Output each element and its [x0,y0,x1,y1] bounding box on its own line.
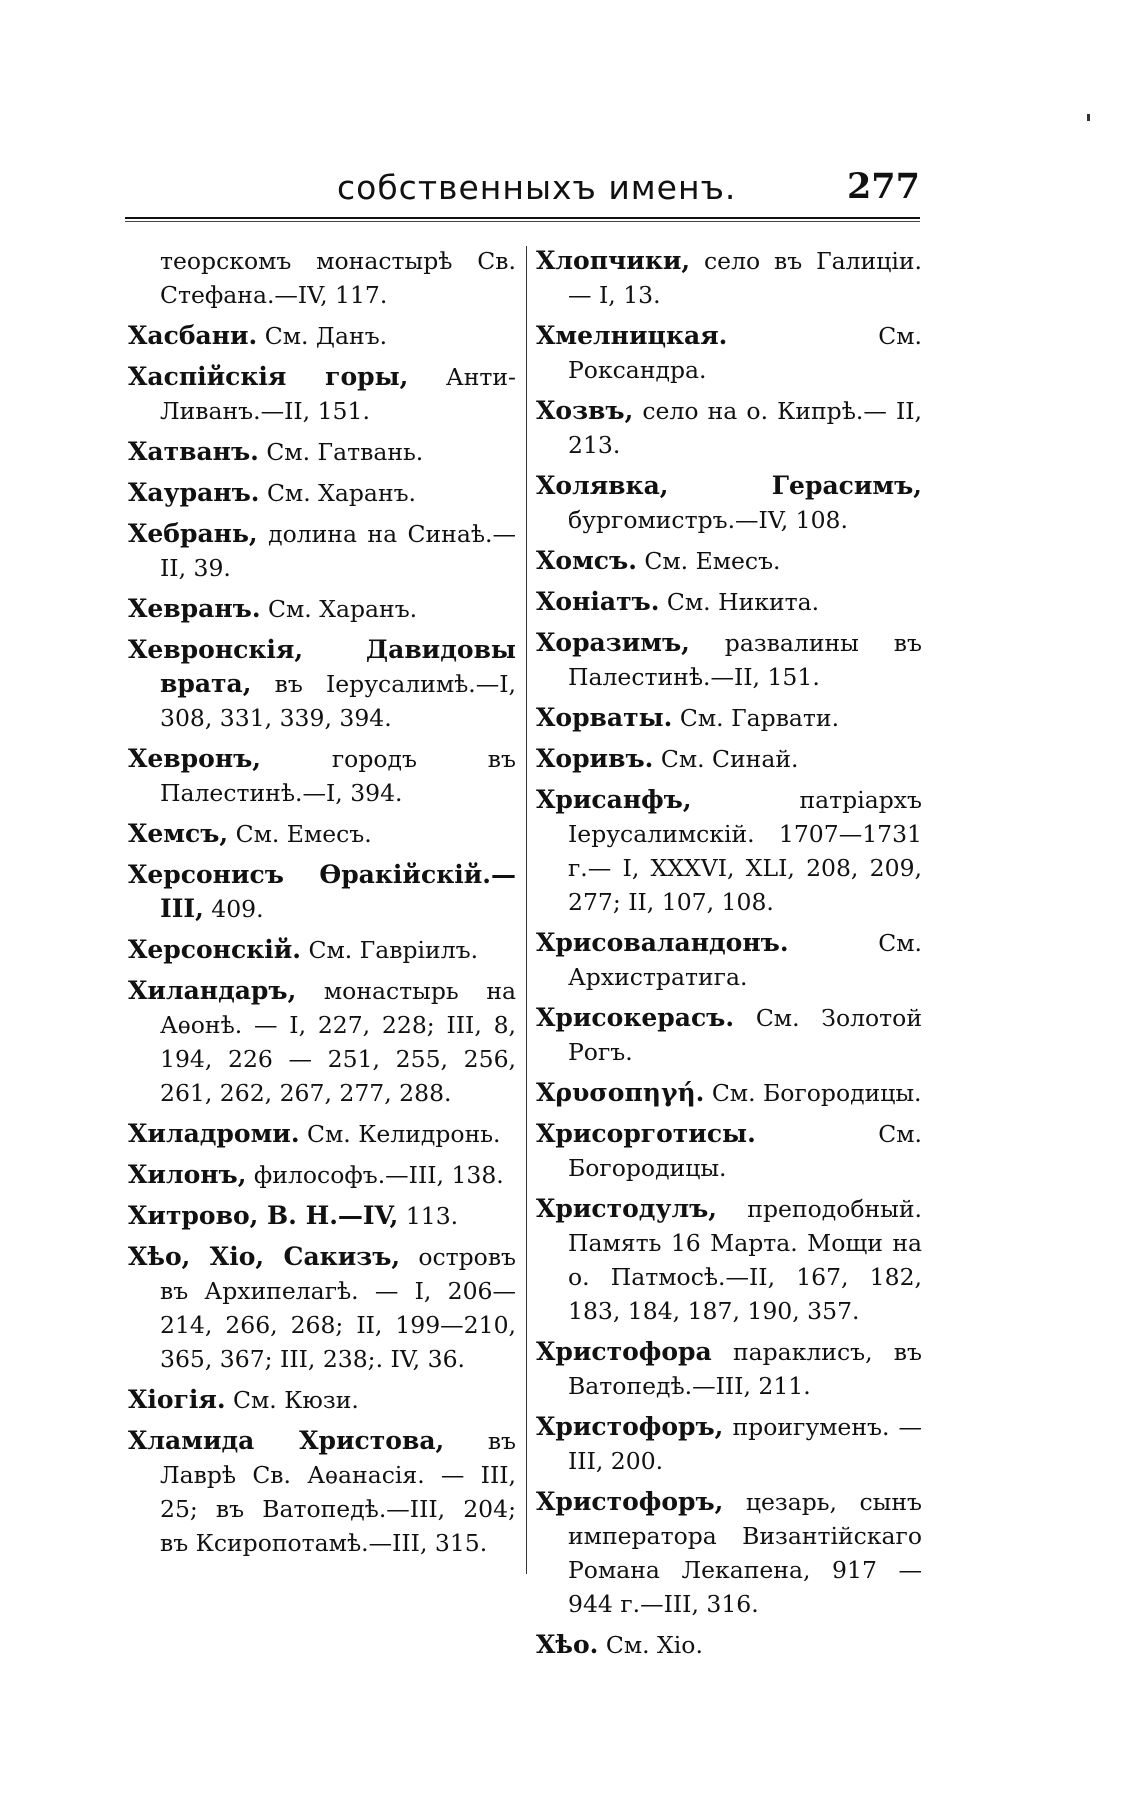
entry-headword: Хѣо. [536,1630,599,1659]
index-entry [536,394,922,462]
entry-text: См. Емесъ. [644,547,781,575]
entry-text: См. Келидронь. [307,1120,501,1148]
entry-text: островъ въ Архипелагѣ. — I, 206—214, 266, 268; II, 199—210, 365, 367; III, 238;. IV, 36. [160,1243,516,1373]
entry-text: преподобный. Память 16 Марта. Мощи на о. Патмосѣ.—II, 167, 182, 183, 184, 187, 190, 357. [568,1195,922,1325]
index-entry [536,926,922,994]
entry-headword: Хевронскія, Давидовы врата, [128,635,516,698]
entry-headword: Христофоръ, [536,1487,724,1516]
index-entry [128,817,516,851]
entry-text: См. Хіо. [605,1631,703,1659]
index-entry [536,1192,922,1328]
index-entry [128,633,516,735]
entry-headword: Хилонъ, [128,1160,247,1189]
index-entry [128,435,516,469]
entry-text: проигуменъ. — III, 200. [568,1413,922,1475]
entry-text: См. Харанъ. [268,595,418,623]
index-entry [536,742,922,776]
entry-headword: Хитрово, В. Н.—IV, [128,1201,399,1230]
index-entry [128,933,516,967]
entry-headword: Χρυσοπηγή. [536,1078,705,1107]
index-entry [536,1485,922,1621]
entry-headword: Хозвъ, [536,396,634,425]
entry-headword: Хѣо, Хіо, Сакизъ, [128,1242,401,1271]
entry-text: долина на Синаѣ.—II, 39. [160,520,516,582]
entry-text: См. Архистратига. [568,929,922,991]
entry-headword: Хиландаръ, [128,976,297,1005]
index-entry [536,1628,922,1662]
entry-headword: Хасбани. [128,321,258,350]
index-entry [128,517,516,585]
index-entry [536,1001,922,1069]
entry-headword: Христофоръ, [536,1412,724,1441]
index-entry [536,1335,922,1403]
entry-text: развалины въ Палестинѣ.—II, 151. [568,629,922,691]
entry-headword: Хламида Христова, [128,1426,445,1455]
index-entry [128,1117,516,1151]
index-entry [536,783,922,919]
entry-text: См. Харанъ. [266,479,417,507]
entry-headword: Херсонисъ Ѳракійскій.—III, [128,860,516,923]
entry-text: 113. [405,1202,459,1230]
entry-headword: Хаспійскія горы, [128,362,409,391]
index-entry [536,244,922,312]
page-number: 277 [846,166,920,207]
index-entry [536,701,922,735]
header-rule-thin [125,221,920,222]
column-divider [526,246,527,1574]
entry-headword: Хмелницкая. [536,321,728,350]
entry-headword: Хомсъ. [536,546,637,575]
header-title: собственныхъ именъ. [337,168,737,207]
entry-text: См. Данъ. [264,322,388,350]
entry-text: цезарь, сынъ императора Византійскаго Романа Лекапена, 917 — 944 г.—III, 316. [568,1488,922,1618]
index-entry [128,858,516,926]
index-entry [128,1424,516,1560]
corner-mark [1087,114,1090,121]
entry-headword: Хорваты. [536,703,673,732]
index-entry [536,469,922,537]
entry-text: См. Гатвань. [266,438,424,466]
entry-text: село въ Галиціи.— I, 13. [568,247,922,309]
entry-headword: Хіогія. [128,1385,226,1414]
index-entry [536,1117,922,1185]
entry-text: См. Гарвати. [679,704,840,732]
index-entry [536,319,922,387]
index-entry [536,544,922,578]
entry-headword: Хебрань, [128,519,258,548]
left-column [128,244,516,1567]
entry-headword: Хевронъ, [128,744,262,773]
index-entry [128,360,516,428]
index-entry [128,974,516,1110]
entry-headword: Хоразимъ, [536,628,690,657]
entry-text: въ Лаврѣ Св. Аѳанасія. — III, 25; въ Ватопедѣ.—III, 204; въ Ксиропотамѣ.—III, 315. [160,1427,516,1557]
index-entry [128,1199,516,1233]
entry-text: 409. [211,895,264,923]
index-entry [128,592,516,626]
index-entry [536,585,922,619]
entry-text: параклисъ, въ Ватопедѣ.—III, 211. [568,1338,922,1400]
index-entry [128,476,516,510]
entry-headword: Хевранъ. [128,594,261,623]
entry-headword: Хрисокерасъ. [536,1003,735,1032]
index-entry [128,1383,516,1417]
entry-headword: Хоніатъ. [536,587,660,616]
entry-text: См. Емесъ. [235,820,372,848]
entry-text: городъ въ Палестинѣ.—I, 394. [160,745,516,807]
index-entry [128,1240,516,1376]
entry-headword: Хлопчики, [536,246,691,275]
entry-text: патріархъ Іерусалимскій. 1707—1731 г.— I, XXXVI, XLI, 208, 209, 277; II, 107, 108. [568,786,922,916]
entry-text: бургомистръ.—IV, 108. [568,506,848,534]
entry-headword: Христофора [536,1337,712,1366]
entry-headword: Христодулъ, [536,1194,717,1223]
entry-text: Анти-Ливанъ.—II, 151. [160,363,516,425]
index-entry [128,319,516,353]
entry-headword: Хатванъ. [128,437,259,466]
entry-text: философъ.—III, 138. [253,1161,504,1189]
header-rule [125,217,920,219]
index-entry [536,1410,922,1478]
entry-text: село на о. Кипрѣ.— II, 213. [568,397,922,459]
entry-text: См. Гавріилъ. [308,936,479,964]
entry-text: См. Богородицы. [711,1079,922,1107]
right-column [536,244,922,1669]
index-entry [536,1076,922,1110]
index-entry [128,244,516,312]
entry-text: См. Золотой Рогъ. [568,1004,922,1066]
index-entry [128,742,516,810]
entry-headword: Хрисорготисы. [536,1119,756,1148]
index-entry [128,1158,516,1192]
index-entry [536,626,922,694]
entry-text: См. Кюзи. [233,1386,359,1414]
entry-text: См. Роксандра. [568,322,922,384]
entry-headword: Хауранъ. [128,478,260,507]
entry-headword: Хоривъ. [536,744,654,773]
entry-text: См. Никита. [666,588,820,616]
entry-text: монастырь на Аѳонѣ. — I, 227, 228; III, 8, 194, 226 — 251, 255, 256, 261, 262, 267, 277, 288. [160,977,516,1107]
entry-text: См. Синай. [660,745,799,773]
entry-text: См. Богородицы. [568,1120,922,1182]
entry-headword: Херсонскій. [128,935,301,964]
entry-headword: Хиладроми. [128,1119,300,1148]
entry-text: въ Іерусалимѣ.—I, 308, 331, 339, 394. [160,670,516,732]
entry-headword: Хрисоваландонъ. [536,928,789,957]
entry-headword: Хрисанфъ, [536,785,692,814]
entry-text: теорскомъ монастырѣ Св. Стефана.—IV, 117. [160,247,516,309]
entry-headword: Холявка, Герасимъ, [536,471,922,500]
entry-headword: Хемсъ, [128,819,229,848]
running-header [125,168,920,216]
